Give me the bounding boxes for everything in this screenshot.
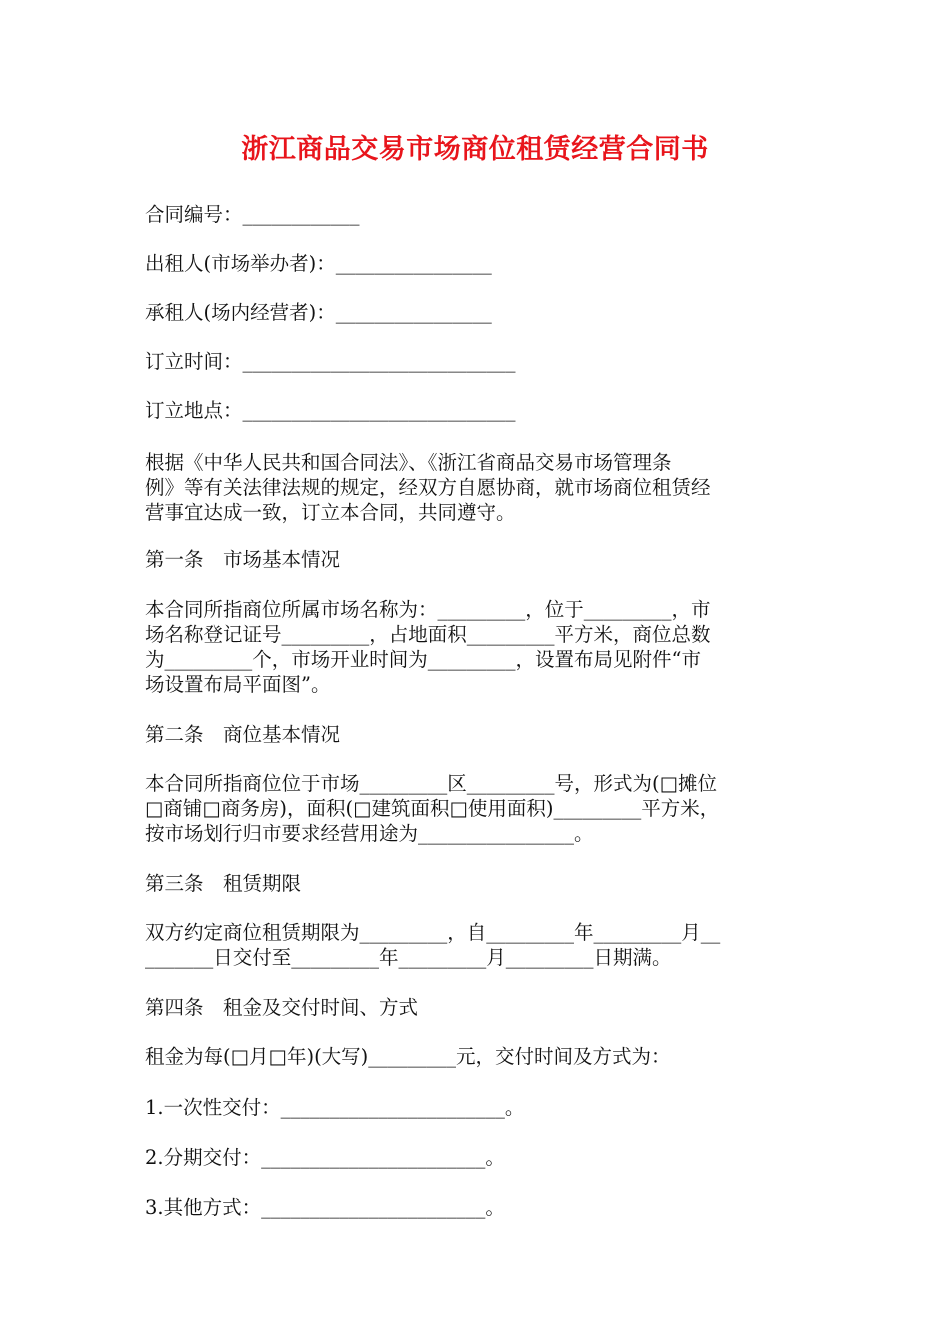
article-2-line: 本合同所指商位位于市场_________区_________号，形式为(□摊位 — [145, 772, 718, 795]
sign-time-field: 订立时间：____________________________ — [145, 350, 516, 373]
contract-number-field: 合同编号：____________ — [145, 203, 360, 226]
article-1-heading: 第一条 市场基本情况 — [145, 548, 341, 571]
article-2-line: 按市场划行归市要求经营用途为________________。 — [145, 822, 594, 845]
article-1-line: 为_________个，市场开业时间为_________，设置布局见附件“市 — [145, 648, 701, 671]
preamble-line: 营事宜达成一致，订立本合同，共同遵守。 — [145, 501, 516, 524]
preamble-line: 例》等有关法律法规的规定，经双方自愿协商，就市场商位租赁经 — [145, 476, 711, 499]
payment-option-other: 3.其他方式：_______________________。 — [145, 1196, 505, 1219]
article-1-line: 场设置布局平面图”。 — [145, 673, 331, 696]
article-3-heading: 第三条 租赁期限 — [145, 872, 302, 895]
article-4-heading: 第四条 租金及交付时间、方式 — [145, 996, 419, 1019]
article-4-line: 租金为每(□月□年)(大写)_________元，交付时间及方式为： — [145, 1045, 671, 1068]
article-3-line: 双方约定商位租赁期限为_________，自_________年_________月__ — [145, 921, 721, 944]
lessee-field: 承租人(场内经营者)：________________ — [145, 301, 492, 324]
article-1-line: 场名称登记证号_________，占地面积_________平方米，商位总数 — [145, 623, 711, 646]
article-2-heading: 第二条 商位基本情况 — [145, 723, 341, 746]
sign-place-field: 订立地点：____________________________ — [145, 399, 516, 422]
article-1-line: 本合同所指商位所属市场名称为：_________，位于_________，市 — [145, 598, 711, 621]
preamble-line: 根据《中华人民共和国合同法》、《浙江省商品交易市场管理条 — [145, 451, 672, 474]
document-title: 浙江商品交易市场商位租赁经营合同书 — [241, 134, 709, 165]
payment-option-lump-sum: 1.一次性交付：_______________________。 — [145, 1096, 525, 1119]
article-3-line: _______日交付至_________年_________月_________日期满。 — [145, 946, 672, 969]
payment-option-installment: 2.分期交付：_______________________。 — [145, 1146, 505, 1169]
lessor-field: 出租人(市场举办者)：________________ — [145, 252, 492, 275]
article-2-line: □商铺□商务房)，面积(□建筑面积□使用面积)_________平方米， — [145, 797, 720, 820]
